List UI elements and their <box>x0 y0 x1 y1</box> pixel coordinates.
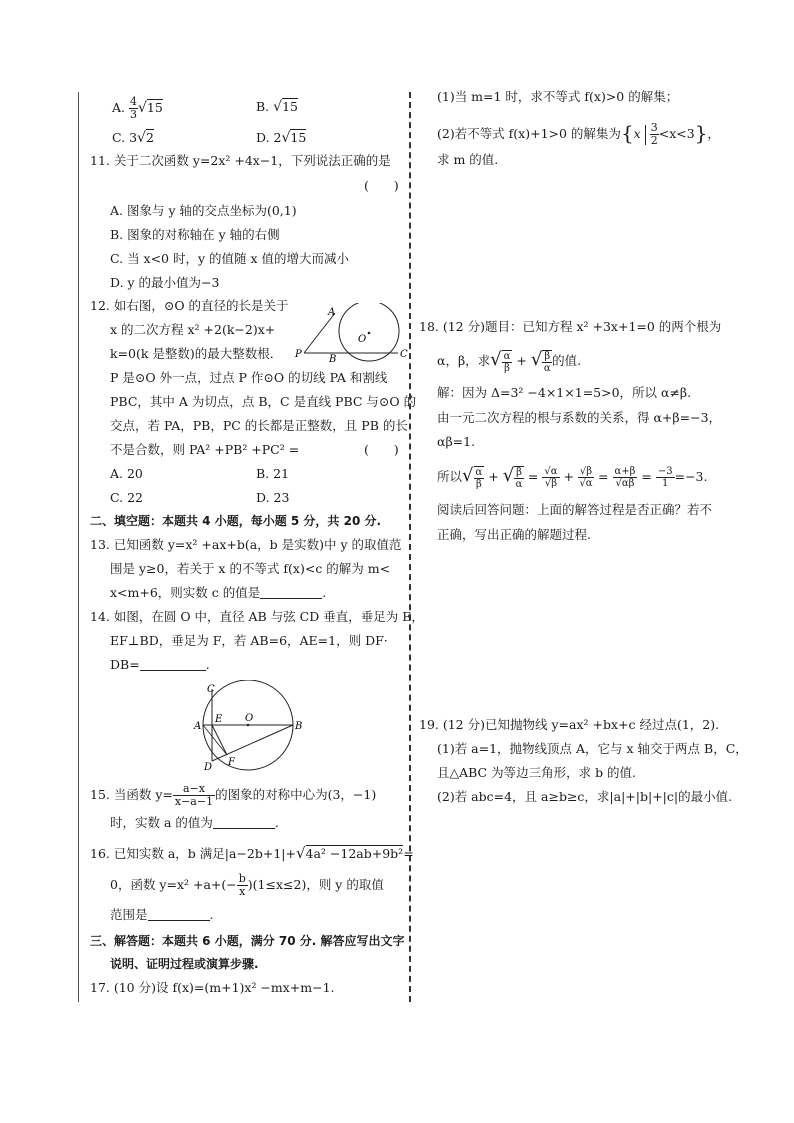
question-12-line: 12. 如右图，⊙O 的直径的长是关于 <box>90 298 289 313</box>
answer-blank[interactable] <box>148 908 210 921</box>
question-12-line: 交点，若 PA，PB，PC 的长都是正整数，且 PB 的长 <box>110 418 408 433</box>
sqrt-alpha-over-beta <box>490 349 512 374</box>
answer-blank[interactable] <box>213 816 275 829</box>
question-15-text: 的图象的对称中心为(3，−1) <box>215 787 377 802</box>
circle-chord-figure <box>190 680 310 772</box>
fraction-denominator: x <box>239 885 246 898</box>
fraction-denominator: 1 <box>662 478 669 489</box>
left-margin-rule <box>78 92 79 1002</box>
fraction-denominator: 2 <box>650 134 658 147</box>
question-19-line: 19. (12 分)已知抛物线 y=ax² +bx+c 经过点(1，2). <box>419 717 720 732</box>
section-3-heading: 三、解答题：本题共 6 小题，满分 70 分. 解答应写出文字 <box>90 934 405 948</box>
question-16-text: 16. 已知实数 a，b 满足|a−2b+1|+ <box>90 846 296 861</box>
tangent-pa <box>304 313 335 353</box>
set-condition: <x<3 <box>658 126 695 141</box>
label-b: B <box>295 721 303 732</box>
question-17-text: ， <box>707 126 720 141</box>
answer-blank[interactable] <box>140 658 206 671</box>
question-16-line <box>110 873 384 898</box>
question-12-line: 不是合数，则 PA² +PB² +PC² = <box>110 442 300 457</box>
question-14-line: 14. 如图，在圆 O 中，直径 AB 与弦 CD 垂直，垂足为 E， <box>90 609 424 624</box>
fraction <box>173 783 215 808</box>
question-18-line: 解：因为 Δ=3² −4×1×1=5>0，所以 α≠β. <box>437 385 692 400</box>
question-19-line: (2)若 abc=4，且 a≥b≥c，求|a|+|b|+|c|的最小值. <box>437 789 733 804</box>
radicand: 4a² −12ab+9b² <box>305 846 404 861</box>
fraction <box>237 873 248 898</box>
set-brace-close: } <box>694 121 708 145</box>
question-18-line: 18. (12 分)题目：已知方程 x² +3x+1=0 的两个根为 <box>419 319 722 334</box>
fraction <box>613 466 638 489</box>
option-10d: D. 2√15 <box>256 130 307 146</box>
question-13-line: 围是 y≥0，若关于 x 的不等式 f(x)<c 的解为 m< <box>110 561 391 576</box>
question-13-line: 13. 已知函数 y=x² +ax+b(a，b 是实数)中 y 的取值范 <box>90 537 402 552</box>
label-a: A <box>194 721 202 732</box>
set-brace-open: { <box>620 121 634 145</box>
fraction-denominator: √β <box>544 478 558 489</box>
question-18-text: α，β，求 <box>437 353 491 368</box>
question-15-text: 15. 当函数 y= <box>90 787 173 802</box>
fraction-denominator: α <box>543 362 551 374</box>
fraction-numerator: α <box>503 350 511 362</box>
option-10b: B. √15 <box>256 99 298 115</box>
option-10c: C. 3√2 <box>112 130 154 146</box>
question-14-text: DB= <box>110 657 140 672</box>
question-11-stem: 11. 关于二次函数 y=2x² +4x−1，下列说法正确的是 <box>90 153 391 168</box>
question-17-part-1: (1)当 m=1 时，求不等式 f(x)>0 的解集； <box>437 89 679 104</box>
fraction-numerator: α <box>475 466 483 478</box>
column-divider <box>409 92 411 1002</box>
question-16-text: 0，函数 y=x² +a+(− <box>110 877 237 892</box>
question-16-line <box>110 907 214 923</box>
fraction-denominator: x−a−1 <box>174 795 214 808</box>
fraction <box>474 466 485 490</box>
segment-af <box>203 725 227 755</box>
question-18-text: 所以 <box>437 469 463 484</box>
fraction-denominator: α <box>515 478 523 490</box>
radical-sign: √ <box>530 349 543 370</box>
question-18-line: α，β，求√ $\frac{\alpha}{\beta}$ + √ $\frac{\beta}{\alpha}$ 的值. <box>437 349 582 374</box>
fraction <box>542 466 559 489</box>
period: . <box>205 657 210 672</box>
fraction-denominator: β <box>475 478 482 490</box>
set-variable: x <box>633 126 641 141</box>
circle-tangent-figure <box>292 303 410 365</box>
label-p: P <box>295 349 302 360</box>
fraction-denominator: β <box>504 362 510 374</box>
fraction <box>514 466 524 490</box>
label-f: F <box>228 757 235 768</box>
question-15-line <box>110 815 279 831</box>
period: . <box>209 907 214 922</box>
question-16-line <box>90 844 414 863</box>
answer-paren: ( ) <box>364 178 399 193</box>
fraction <box>578 466 594 489</box>
question-18-line: 正确，写出正确的解题过程. <box>437 527 591 542</box>
label-c: C <box>400 349 408 360</box>
question-16-text: = <box>403 846 414 861</box>
answer-blank[interactable] <box>260 586 322 599</box>
question-13-text: x<m+6，则实数 c 的值是 <box>110 585 261 600</box>
question-19-line: 且△ABC 为等边三角形，求 b 的值. <box>437 765 637 780</box>
set-bar <box>645 125 646 145</box>
question-15-line <box>90 783 376 808</box>
segment-ef <box>212 725 227 755</box>
option-12b: B. 21 <box>256 466 290 481</box>
question-18-line: αβ=1. <box>437 434 476 449</box>
fraction-denominator: √αβ <box>615 478 635 489</box>
radical-sign: √ <box>462 465 474 486</box>
question-18-line: 阅读后回答问题：上面的解答过程是否正确？若不 <box>437 502 713 517</box>
option-11c: C. 当 x<0 时，y 的值随 x 值的增大而减小 <box>110 251 350 266</box>
question-18-text: =−3. <box>674 469 708 484</box>
label-o: O <box>358 334 367 345</box>
question-12-line: PBC，其中 A 为切点，点 B，C 是直线 PBC 与⊙O 的 <box>110 394 417 409</box>
fraction-numerator: √β <box>579 466 593 477</box>
question-18-line: 由一元二次方程的根与系数的关系，得 α+β=−3， <box>437 410 722 425</box>
option-11a: A. 图象与 y 轴的交点坐标为(0,1) <box>110 203 297 218</box>
fraction-numerator: β <box>544 350 551 362</box>
period: . <box>274 815 279 830</box>
section-2-heading: 二、填空题：本题共 4 小题，每小题 5 分，共 20 分. <box>90 514 382 528</box>
fraction <box>502 350 513 374</box>
question-17-part-2-cont: 求 m 的值. <box>437 152 499 167</box>
sqrt-beta-over-alpha <box>530 349 552 374</box>
fraction <box>542 350 552 374</box>
label-a: A <box>328 307 336 318</box>
option-11b: B. 图象的对称轴在 y 轴的右侧 <box>110 227 280 242</box>
question-12-line: P 是⊙O 外一点，过点 P 作⊙O 的切线 PA 和割线 <box>110 370 388 385</box>
fraction-numerator: 3 <box>650 121 658 134</box>
radical-sign: √ <box>295 844 306 862</box>
label-b: B <box>329 354 337 365</box>
center-point <box>247 724 250 727</box>
radical-sign: √ <box>502 465 515 486</box>
section-3-heading-cont: 说明、证明过程或演算步骤. <box>110 957 259 971</box>
question-18-text: 的值. <box>552 353 582 368</box>
label-d: D <box>204 762 213 772</box>
option-12d: D. 23 <box>256 490 290 505</box>
question-13-line <box>110 585 326 601</box>
period: . <box>322 585 327 600</box>
option-12a: A. 20 <box>110 466 143 481</box>
fraction <box>656 466 675 489</box>
option-11d: D. y 的最小值为−3 <box>110 275 220 290</box>
question-17-part-2 <box>437 122 720 147</box>
fraction-denominator: √α <box>579 478 593 489</box>
label-c: C <box>207 684 215 695</box>
question-14-line: EF⊥BD，垂足为 F，若 AB=6，AE=1，则 DF· <box>110 633 388 648</box>
question-16-text: )(1≤x≤2)，则 y 的取值 <box>247 877 384 892</box>
fraction-numerator: −3 <box>657 466 673 477</box>
radical-sign: √ <box>490 349 502 370</box>
fraction-numerator: a−x <box>173 783 215 796</box>
fraction-numerator: β <box>516 466 522 478</box>
question-12-line: k=0(k 是整数)的最大整数根． <box>110 346 283 361</box>
fraction-numerator: α+β <box>614 466 636 477</box>
question-15-text: 时，实数 a 的值为 <box>110 815 213 830</box>
center-point <box>368 332 371 335</box>
question-17-text: (2)若不等式 f(x)+1>0 的解集为 <box>437 126 621 141</box>
fraction-numerator: √α <box>544 466 558 477</box>
question-16-text: 范围是 <box>110 907 148 922</box>
label-o: O <box>245 713 254 724</box>
option-12c: C. 22 <box>110 490 143 505</box>
question-12-line: x 的二次方程 x² +2(k−2)x+ <box>110 322 276 337</box>
answer-paren: ( ) <box>364 442 399 457</box>
question-19-line: (1)若 a=1，抛物线顶点 A，它与 x 轴交于两点 B，C， <box>437 741 748 756</box>
question-14-line <box>110 657 210 673</box>
option-10a: A. $\frac{4}{3}$ √15 <box>112 95 163 121</box>
question-17-stem: 17. (10 分)设 f(x)=(m+1)x² −mx+m−1. <box>90 980 335 995</box>
fraction-numerator: b <box>238 872 246 885</box>
fraction <box>650 122 659 147</box>
question-18-line: 所以√ $\frac{\alpha}{\beta}$ + √ $\frac{\beta}{\alpha}$ = $\frac{√\alpha}{√\beta}$ + $\frac{√\beta}{√\alpha}$ = $\frac{\alpha+\beta}{√\alpha\beta}$ = $\frac{-3}{1}$ =−3. <box>437 465 708 490</box>
label-e: E <box>215 714 223 725</box>
